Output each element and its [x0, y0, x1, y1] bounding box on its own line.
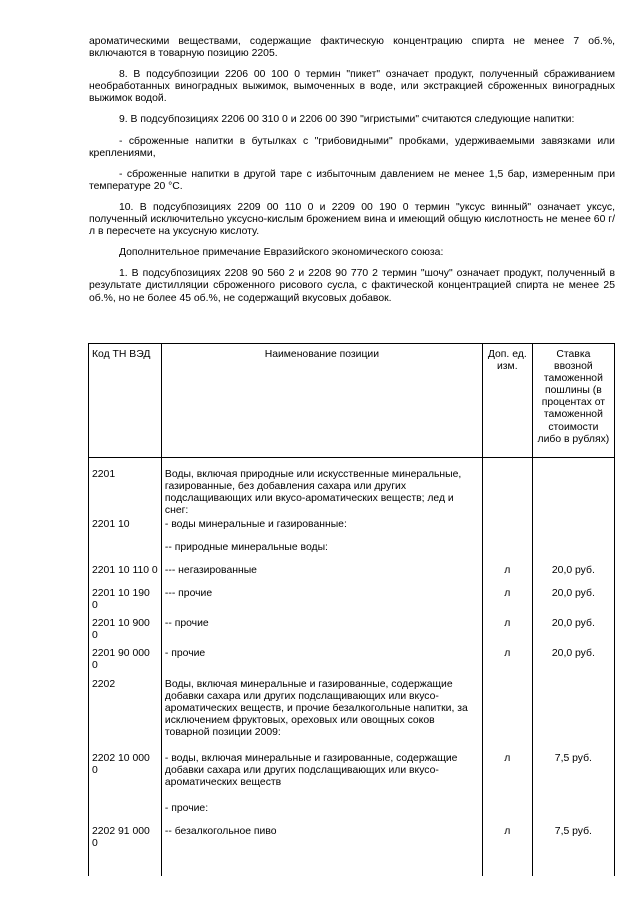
tariff-table: [88, 343, 615, 876]
paragraph: 9. В подсубпозициях 2206 00 310 0 и 2206 00 390 "игристыми" считаются следующие напитки:: [119, 114, 575, 126]
row-name: - прочие: [161, 642, 482, 672]
row-unit: л: [482, 612, 532, 642]
row-name: - воды минеральные и газированные:: [161, 519, 482, 536]
row-name: - воды, включая минеральные и газированные, содержащие добавки сахара или других подслащивающих или вкусо-ароматических веществ: [161, 747, 482, 797]
row-name: -- прочие: [161, 612, 482, 642]
row-rate: [532, 519, 614, 536]
row-code: [89, 797, 162, 820]
paragraph: ароматическими веществами, содержащие фактическую концентрацию спирта не менее 7 об.%, включаются в товарную позицию 2205.: [89, 36, 615, 60]
paragraph: 10. В подсубпозициях 2209 00 110 0 и 2209 00 190 0 термин "уксус винный" означает уксус, полученный исключительно уксусно-кислым брожением вина и имеющий общую кислотность не менее 60 г/л в пересчете на уксусную кислоту.: [89, 201, 615, 238]
row-unit: [482, 519, 532, 536]
row-unit: л: [482, 582, 532, 612]
row-unit: л: [482, 820, 532, 876]
header-rate: Ставка ввозной таможенной пошлины (в процентах от таможенной стоимости либо в рублях): [532, 344, 614, 458]
row-unit: [482, 673, 532, 747]
row-rate: [532, 673, 614, 747]
row-code: 2201 10 190 0: [89, 582, 162, 612]
row-unit: л: [482, 642, 532, 672]
paragraph: - сброженные напитки в бутылках с "грибовидными" пробками, удерживаемыми завязками или креплениями,: [89, 135, 615, 159]
table-row: [89, 582, 615, 612]
table-row: [89, 673, 615, 747]
document-body: [89, 36, 615, 314]
row-name: --- прочие: [161, 582, 482, 612]
row-rate: 20,0 руб.: [532, 559, 614, 582]
table-row: [89, 797, 615, 820]
paragraph: 8. В подсубпозиции 2206 00 100 0 термин "пикет" означает продукт, полученный сбраживанием необработанных виноградных выжимок, вымоченных в воде, или экстракцией сброженных виноградных выжимок водой.: [89, 69, 615, 105]
row-name: -- безалкогольное пиво: [161, 820, 482, 876]
row-rate: [532, 797, 614, 820]
table-row: [89, 519, 615, 536]
row-name: Воды, включая природные или искусственные минеральные, газированные, без добавления сахара или других подслащивающих или вкусо-ароматических веществ; лед и снег:: [161, 458, 482, 520]
table-row: [89, 642, 615, 672]
row-code: [89, 536, 162, 559]
row-unit: л: [482, 747, 532, 797]
row-code: 2201 10 110 0: [89, 559, 162, 582]
row-code: 2202: [89, 673, 162, 747]
row-unit: [482, 536, 532, 559]
table-row: [89, 820, 615, 876]
row-code: 2201 90 000 0: [89, 642, 162, 672]
header-name: Наименование позиции: [161, 344, 482, 458]
row-code: 2202 10 000 0: [89, 747, 162, 797]
row-rate: 20,0 руб.: [532, 612, 614, 642]
table-row: [89, 536, 615, 559]
row-code: 2201: [89, 458, 162, 520]
row-name: -- природные минеральные воды:: [161, 536, 482, 559]
table-row: [89, 747, 615, 797]
row-name: - прочие:: [161, 797, 482, 820]
row-unit: [482, 458, 532, 520]
row-rate: 20,0 руб.: [532, 642, 614, 672]
row-rate: [532, 458, 614, 520]
row-rate: [532, 536, 614, 559]
row-unit: л: [482, 559, 532, 582]
row-rate: 20,0 руб.: [532, 582, 614, 612]
paragraph: - сброженные напитки в другой таре с избыточным давлением не менее 1,5 бар, измеренным при температуре 20 °С.: [89, 168, 615, 192]
row-code: 2201 10 900 0: [89, 612, 162, 642]
paragraph: Дополнительное примечание Евразийского экономического союза:: [119, 247, 444, 259]
table-header-row: [89, 344, 615, 458]
row-code: 2201 10: [89, 519, 162, 536]
table-row: [89, 612, 615, 642]
table-row: [89, 559, 615, 582]
header-code: Код ТН ВЭД: [89, 344, 162, 458]
row-name: --- негазированные: [161, 559, 482, 582]
row-rate: 7,5 руб.: [532, 820, 614, 876]
row-name: Воды, включая минеральные и газированные, содержащие добавки сахара или других подслащивающих или вкусо-ароматических веществ, и прочие безалкогольные напитки, за исключением фруктовых, ореховых или овощных соков товарной позиции 2009:: [161, 673, 482, 747]
header-unit: Доп. ед. изм.: [482, 344, 532, 458]
row-code: 2202 91 000 0: [89, 820, 162, 876]
table-row: [89, 458, 615, 520]
row-unit: [482, 797, 532, 820]
paragraph: 1. В подсубпозициях 2208 90 560 2 и 2208 90 770 2 термин "шочу" означает продукт, полученный в результате дистилляции сброженного рисового сусла, с фактической концентрацией спирта не менее 25 об.%, но не более 45 об.%, не содержащий вкусовых добавок.: [89, 268, 615, 304]
row-rate: 7,5 руб.: [532, 747, 614, 797]
